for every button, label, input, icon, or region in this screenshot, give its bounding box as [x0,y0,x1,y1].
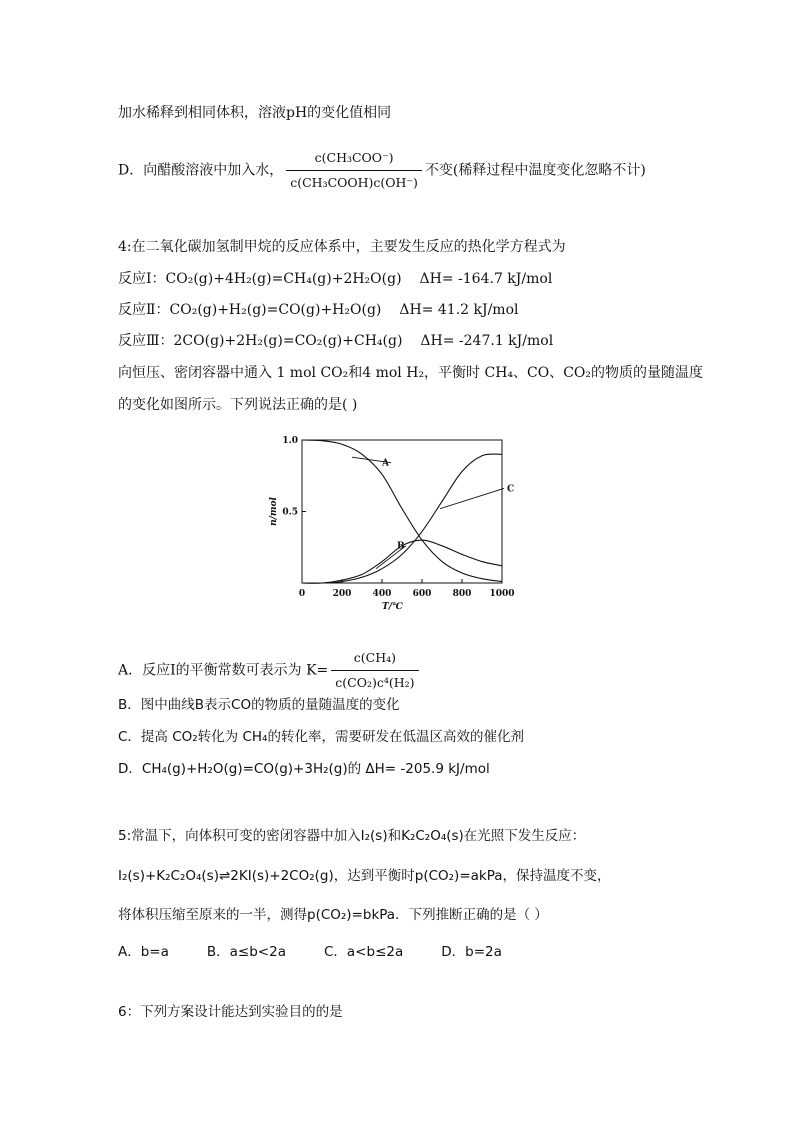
q4-a-numerator: c(CH₄) [331,648,418,671]
q4-option-a-fraction [331,648,418,693]
prev-option-d-fraction [286,148,422,193]
r3-equation: 2CO(g)+2H₂(g)=CO₂(g)+CH₄(g) [173,333,403,349]
r2-equation: CO₂(g)+H₂(g)=CO(g)+H₂O(g) [169,302,382,318]
y-axis-label: n/mol [269,497,279,526]
series-label-a: A [382,458,389,469]
q5-equation: I₂(s)+K₂C₂O₄(s)⇌2KI(s)+2CO₂(g)，达到平衡时p(CO₂)=akPa，保持温度不变， [118,868,611,884]
r3-label: 反应Ⅲ： [118,333,174,349]
q4-condition-line-2: 的变化如图所示。下列说法正确的是( ) [118,397,358,413]
q4-reaction-2 [118,300,519,320]
x-tick-label: 400 [372,589,392,599]
q5-options [118,942,502,962]
q5-stem: 5:常温下，向体积可变的密闭容器中加入I₂(s)和K₂C₂O₄(s)在光照下发生反应： [118,828,586,844]
q5-option-a: A．b=a [118,944,169,960]
q4-option-b: B．图中曲线B表示CO的物质的量随温度的变化 [118,697,400,713]
prev-option-d [118,148,646,193]
r1-equation: CO₂(g)+4H₂(g)=CH₄(g)+2H₂O(g) [165,271,402,287]
q4-reaction-3 [118,331,553,351]
x-axis-label: T/℃ [382,602,403,612]
r1-label: 反应Ⅰ： [118,271,166,287]
x-tick-label: 800 [452,589,472,599]
prev-option-d-prefix: D．向醋酸溶液中加入水， [118,162,284,179]
q5-option-c: C．a<b≤2a [323,944,404,960]
q4-option-a [118,648,422,693]
series-curve-c [302,454,502,583]
q4-a-denominator: c(CO₂)c⁴(H₂) [335,675,415,690]
q6-stem: 6：下列方案设计能达到实验目的的是 [118,1004,343,1020]
series-label-c: C [507,484,515,495]
x-tick-label: 200 [332,589,352,599]
equilibrium-chart [262,430,522,620]
prev-d-numerator: c(CH₃COO⁻) [286,148,422,171]
r1-enthalpy: ΔH= -164.7 kJ/mol [419,271,553,287]
q4-option-c: C．提高 CO₂转化为 CH₄的转化率，需要研发在低温区高效的催化剂 [118,729,524,745]
y-tick-label: 0.5 [282,507,298,518]
x-tick-label: 1000 [489,589,515,599]
r2-label: 反应Ⅱ： [118,302,170,318]
prev-d-denominator: c(CH₃COOH)c(OH⁻) [290,175,418,190]
q4-option-d: D．CH₄(g)+H₂O(g)=CO(g)+3H₂(g)的 ΔH= -205.9 kJ/mol [118,761,490,777]
x-tick-label: 600 [412,589,432,599]
q4-stem: 4:在二氧化碳加氢制甲烷的反应体系中，主要发生反应的热化学方程式为 [118,239,566,255]
r3-enthalpy: ΔH= -247.1 kJ/mol [420,333,554,349]
series-leader-c [440,488,504,508]
r2-enthalpy: ΔH= 41.2 kJ/mol [399,302,519,318]
prev-option-d-suffix: 不变(稀释过程中温度变化忽略不计) [424,162,646,179]
q4-reaction-1 [118,269,552,289]
x-tick-label: 0 [298,589,306,599]
y-tick-label: 1.0 [282,436,298,446]
prev-option-c-tail: 加水稀释到相同体积，溶液pH的变化值相同 [118,105,392,121]
q5-condition: 将体积压缩至原来的一半，测得p(CO₂)=bkPa．下列推断正确的是（ ） [118,907,548,923]
q4-condition-line-1: 向恒压、密闭容器中通入 1 mol CO₂和4 mol H₂，平衡时 CH₄、CO、CO₂的物质的量随温度 [118,365,704,381]
q5-option-d: D．b=2a [441,944,502,960]
q4-option-a-prefix: A．反应Ⅰ的平衡常数可表示为 K= [118,662,329,679]
q5-option-b: B．a≤b<2a [206,944,286,960]
series-label-b: B [397,541,405,552]
